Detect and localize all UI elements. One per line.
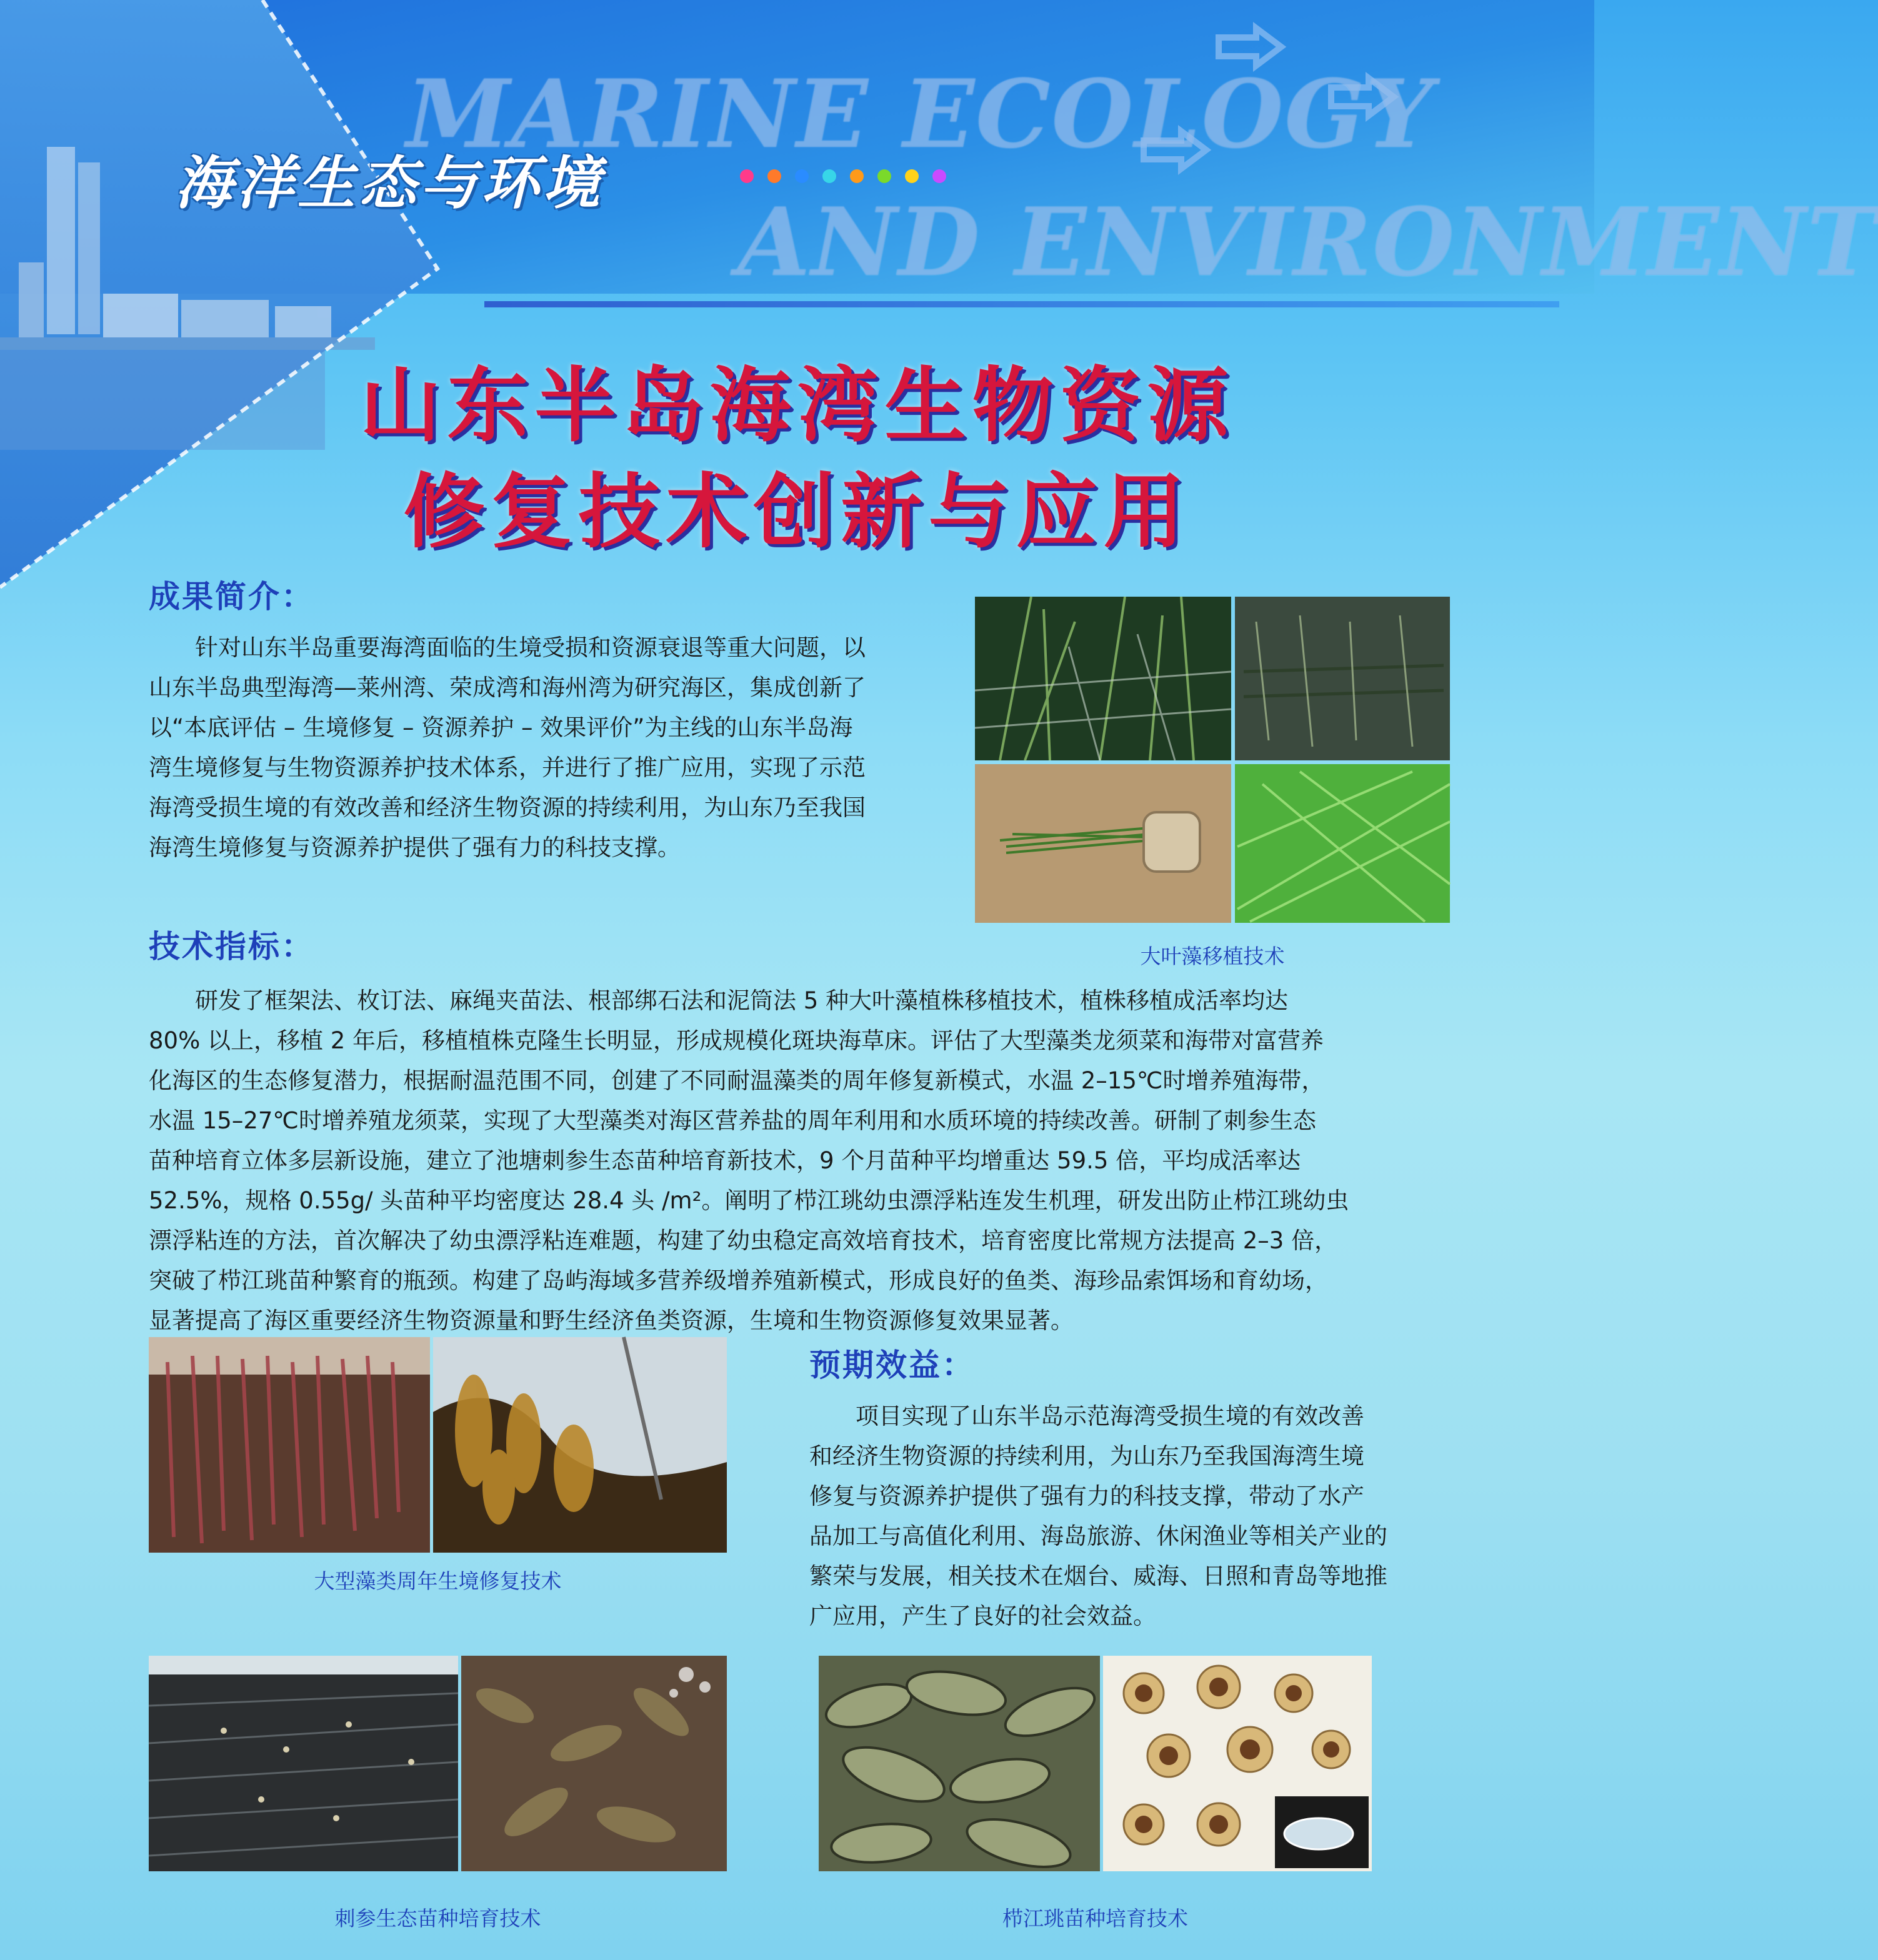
- tech-line: 80% 以上，移植 2 年后，移植植株克隆生长明显，形成规模化斑块海草床。评估了大型藻类龙须菜和海带对富营养: [149, 1027, 1324, 1054]
- benefit-line: 修复与资源养护提供了强有力的科技支撑，带动了水产: [809, 1483, 1364, 1510]
- tech-line: 化海区的生态修复潜力，根据耐温范围不同，创建了不同耐温藻类的周年修复新模式，水温 2–15℃时增养殖海带，: [149, 1067, 1325, 1094]
- macroalgae-caption: 大型藻类周年生境修复技术: [314, 1569, 562, 1593]
- benefit-line: 广应用，产生了良好的社会效益。: [809, 1603, 1156, 1629]
- summary-heading: 成果简介：: [149, 579, 314, 615]
- tech-line: 突破了栉江珧苗种繁育的瓶颈。构建了岛屿海域多营养级增养殖新模式，形成良好的鱼类、海珍品索饵场和育幼场，: [149, 1267, 1328, 1294]
- benefit-line: 和经济生物资源的持续利用，为山东乃至我国海湾生境: [809, 1443, 1364, 1470]
- tech-line: 研发了框架法、枚订法、麻绳夹苗法、根部绑石法和泥筒法 5 种大叶藻植株移植技术，植株移植成活率均达: [195, 987, 1289, 1014]
- summary-line: 以“本底评估 – 生境修复 – 资源养护 – 效果评价”为主线的山东半岛海: [149, 714, 853, 741]
- tech-line: 水温 15–27℃时增养殖龙须菜，实现了大型藻类对海区营养盐的周年利用和水质环境的持续改善。研制了刺参生态: [149, 1107, 1316, 1134]
- tech-heading: 技术指标：: [149, 928, 314, 965]
- decorative-dot: [850, 169, 864, 183]
- macroalgae-photos: [149, 1337, 727, 1553]
- benefit-line: 品加工与高值化利用、海岛旅游、休闲渔业等相关产业的: [809, 1523, 1387, 1550]
- summary-line: 山东半岛典型海湾—莱州湾、荣成湾和海州湾为研究海区，集成创新了: [149, 674, 866, 701]
- summary-line: 湾生境修复与生物资源养护技术体系，并进行了推广应用，实现了示范: [149, 754, 866, 781]
- summary-paragraph: [149, 628, 955, 868]
- main-title-line-2: 修复技术创新与应用: [403, 464, 1191, 559]
- sea-cucumber-caption: 刺参生态苗种培育技术: [334, 1906, 541, 1931]
- tech-line: 苗种培育立体多层新设施，建立了池塘刺参生态苗种培育新技术，9 个月苗种平均增重达 59.5 倍，平均成活率达: [149, 1147, 1301, 1174]
- summary-line: 海湾受损生境的有效改善和经济生物资源的持续利用，为山东乃至我国: [149, 794, 866, 821]
- decorative-dot: [740, 169, 754, 183]
- summary-line: 海湾生境修复与资源养护提供了强有力的科技支撑。: [149, 834, 681, 861]
- summary-line: 针对山东半岛重要海湾面临的生境受损和资源衰退等重大问题，以: [195, 634, 866, 661]
- eelgrass-caption: 大叶藻移植技术: [1140, 944, 1285, 968]
- section-label: 海洋生态与环境: [175, 150, 604, 217]
- tech-line: 52.5%，规格 0.55g/ 头苗种平均密度达 28.4 头 /m²。阐明了栉江珧幼虫漂浮粘连发生机理，研发出防止栉江珧幼虫: [149, 1187, 1349, 1214]
- tech-paragraph: [149, 981, 1449, 1341]
- main-title-line-1: 山东半岛海湾生物资源: [359, 358, 1235, 453]
- watermark-line-2: AND ENVIRONMENT: [737, 187, 1878, 297]
- pen-shell-photos: [819, 1656, 1372, 1871]
- decorative-dot: [905, 169, 919, 183]
- header-divider: [484, 301, 1559, 307]
- decorative-dot: [767, 169, 781, 183]
- decorative-dot: [795, 169, 809, 183]
- eelgrass-photo-grid: [975, 597, 1450, 923]
- watermark-line-1: MARINE ECOLOGY: [406, 59, 1434, 169]
- decorative-dot: [822, 169, 836, 183]
- decorative-dot: [877, 169, 891, 183]
- decorative-dot: [932, 169, 946, 183]
- benefit-paragraph: [809, 1396, 1453, 1636]
- tech-line: 显著提高了海区重要经济生物资源量和野生经济鱼类资源，生境和生物资源修复效果显著。: [149, 1307, 1074, 1334]
- benefit-line: 项目实现了山东半岛示范海湾受损生境的有效改善: [856, 1403, 1364, 1430]
- benefit-line: 繁荣与发展，相关技术在烟台、威海、日照和青岛等地推: [809, 1563, 1387, 1589]
- benefit-heading: 预期效益：: [809, 1347, 975, 1383]
- pen-shell-caption: 栉江珧苗种培育技术: [1002, 1906, 1188, 1931]
- tech-line: 漂浮粘连的方法，首次解决了幼虫漂浮粘连难题，构建了幼虫稳定高效培育技术，培育密度比常规方法提高 2–3 倍，: [149, 1227, 1338, 1254]
- sea-cucumber-photos: [149, 1656, 727, 1871]
